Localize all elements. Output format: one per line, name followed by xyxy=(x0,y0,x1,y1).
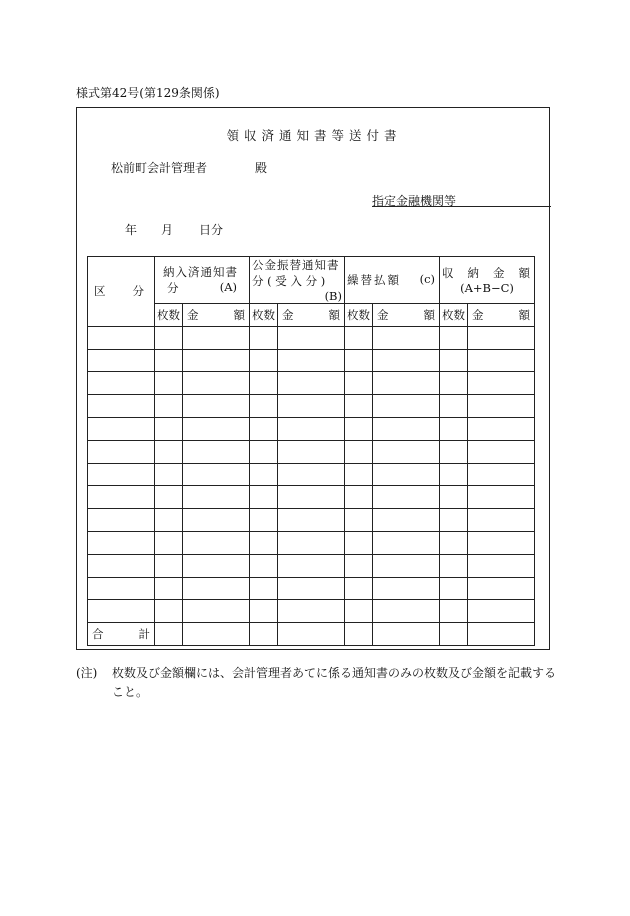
cell-category[interactable] xyxy=(88,440,155,463)
sub-count-d: 枚数 xyxy=(440,304,468,327)
total-amount-b[interactable] xyxy=(278,623,345,646)
group-header-collected-amount xyxy=(440,257,535,304)
total-label-char-2: 計 xyxy=(138,627,150,642)
cell-amount-d[interactable] xyxy=(468,417,535,440)
total-row xyxy=(88,623,535,646)
table-row xyxy=(88,531,535,554)
cell-amount-c[interactable] xyxy=(373,440,440,463)
cell-amount-a[interactable] xyxy=(183,372,250,395)
cell-amount-a[interactable] xyxy=(183,600,250,623)
cell-count-d[interactable] xyxy=(440,417,468,440)
cell-count-c[interactable] xyxy=(345,554,373,577)
cell-amount-a[interactable] xyxy=(183,531,250,554)
group-a-line2-left: 分 xyxy=(167,281,179,295)
table-row xyxy=(88,349,535,372)
sub-amount-char-1: 金 xyxy=(187,307,199,322)
cell-count-d[interactable] xyxy=(440,395,468,418)
document-title: 領収済通知書等送付書 xyxy=(226,128,402,143)
footnote-line1: 枚数及び金額欄には、会計管理者あてに係る通知書のみの枚数及び金額を記載する xyxy=(112,666,557,680)
cell-amount-a[interactable] xyxy=(183,326,250,349)
cell-count-b[interactable] xyxy=(250,395,278,418)
group-header-payment-notice xyxy=(155,257,250,304)
cell-count-d[interactable] xyxy=(440,440,468,463)
cell-amount-a[interactable] xyxy=(183,554,250,577)
category-header-char-2: 分 xyxy=(132,284,144,299)
cell-count-a[interactable] xyxy=(155,440,183,463)
cell-amount-d[interactable] xyxy=(468,486,535,509)
table-row xyxy=(88,395,535,418)
table-row xyxy=(88,486,535,509)
cell-count-b[interactable] xyxy=(250,600,278,623)
table-row xyxy=(88,509,535,532)
cell-amount-a[interactable] xyxy=(183,440,250,463)
cell-amount-b[interactable] xyxy=(278,417,345,440)
honorific: 殿 xyxy=(255,161,268,175)
cell-amount-d[interactable] xyxy=(468,531,535,554)
sub-amount-char-1: 金 xyxy=(472,307,484,322)
cell-amount-b[interactable] xyxy=(278,395,345,418)
cell-count-a[interactable] xyxy=(155,372,183,395)
cell-amount-b[interactable] xyxy=(278,372,345,395)
sub-amount-b xyxy=(278,304,345,327)
cell-amount-d[interactable] xyxy=(468,326,535,349)
cell-amount-d[interactable] xyxy=(468,463,535,486)
cell-count-b[interactable] xyxy=(250,326,278,349)
group-c-left: 繰替払額 xyxy=(347,273,401,287)
cell-amount-c[interactable] xyxy=(373,463,440,486)
cell-category[interactable] xyxy=(88,577,155,600)
cell-amount-d[interactable] xyxy=(468,509,535,532)
table-row xyxy=(88,554,535,577)
group-d-char-1: 収 xyxy=(442,266,454,280)
sub-amount-char-1: 金 xyxy=(377,307,389,322)
group-a-line1: 納入済通知書 xyxy=(163,265,238,279)
cell-amount-c[interactable] xyxy=(373,417,440,440)
group-b-line2: 分 ( 受 入 分 ) xyxy=(252,274,326,288)
cell-count-d[interactable] xyxy=(440,554,468,577)
cell-amount-c[interactable] xyxy=(373,372,440,395)
cell-amount-a[interactable] xyxy=(183,509,250,532)
table-row xyxy=(88,440,535,463)
cell-amount-c[interactable] xyxy=(373,554,440,577)
sub-amount-char-2: 額 xyxy=(233,307,245,322)
group-header-advance-payment xyxy=(345,257,440,304)
cell-amount-b[interactable] xyxy=(278,509,345,532)
group-b-line3: (B) xyxy=(324,289,342,303)
cell-count-c[interactable] xyxy=(345,600,373,623)
sub-amount-c xyxy=(373,304,440,327)
cell-count-d[interactable] xyxy=(440,600,468,623)
cell-category[interactable] xyxy=(88,349,155,372)
cell-count-b[interactable] xyxy=(250,417,278,440)
sub-count-b: 枚数 xyxy=(250,304,278,327)
cell-amount-c[interactable] xyxy=(373,531,440,554)
table-row xyxy=(88,600,535,623)
footnote-label: (注) xyxy=(76,666,98,680)
sub-amount-char-1: 金 xyxy=(282,307,294,322)
cell-category[interactable] xyxy=(88,372,155,395)
cell-amount-d[interactable] xyxy=(468,372,535,395)
table-row xyxy=(88,372,535,395)
cell-amount-b[interactable] xyxy=(278,463,345,486)
cell-category[interactable] xyxy=(88,486,155,509)
cell-amount-d[interactable] xyxy=(468,554,535,577)
table-row xyxy=(88,326,535,349)
table-row xyxy=(88,463,535,486)
cell-count-a[interactable] xyxy=(155,509,183,532)
cell-count-a[interactable] xyxy=(155,349,183,372)
date-year: 年 xyxy=(125,223,138,237)
category-header xyxy=(88,257,155,327)
cell-category[interactable] xyxy=(88,554,155,577)
group-b-line1: 公金振替通知書 xyxy=(252,258,340,272)
cell-count-c[interactable] xyxy=(345,417,373,440)
cell-count-a[interactable] xyxy=(155,395,183,418)
cell-count-d[interactable] xyxy=(440,463,468,486)
sub-amount-char-2: 額 xyxy=(518,307,530,322)
institution-label: 指定金融機関等 xyxy=(372,194,457,208)
cell-count-c[interactable] xyxy=(345,326,373,349)
cell-amount-a[interactable] xyxy=(183,463,250,486)
cell-amount-b[interactable] xyxy=(278,577,345,600)
cell-count-c[interactable] xyxy=(345,349,373,372)
cell-amount-c[interactable] xyxy=(373,600,440,623)
table-row xyxy=(88,577,535,600)
cell-count-d[interactable] xyxy=(440,326,468,349)
cell-count-b[interactable] xyxy=(250,372,278,395)
cell-count-c[interactable] xyxy=(345,440,373,463)
total-label xyxy=(88,623,155,646)
subheader-row xyxy=(88,304,535,327)
cell-amount-c[interactable] xyxy=(373,326,440,349)
cell-amount-c[interactable] xyxy=(373,486,440,509)
cell-count-c[interactable] xyxy=(345,531,373,554)
total-amount-c[interactable] xyxy=(373,623,440,646)
cell-count-d[interactable] xyxy=(440,577,468,600)
total-count-b[interactable] xyxy=(250,623,278,646)
cell-amount-a[interactable] xyxy=(183,486,250,509)
date-line xyxy=(125,221,223,238)
cell-count-d[interactable] xyxy=(440,486,468,509)
cell-amount-b[interactable] xyxy=(278,554,345,577)
cell-amount-c[interactable] xyxy=(373,395,440,418)
form-number-label: 様式第42号(第129条関係) xyxy=(76,86,220,100)
cell-count-b[interactable] xyxy=(250,349,278,372)
cell-count-c[interactable] xyxy=(345,463,373,486)
cell-count-c[interactable] xyxy=(345,577,373,600)
cell-count-a[interactable] xyxy=(155,463,183,486)
cell-category[interactable] xyxy=(88,463,155,486)
sub-count-c: 枚数 xyxy=(345,304,373,327)
cell-amount-b[interactable] xyxy=(278,440,345,463)
cell-category[interactable] xyxy=(88,509,155,532)
date-day: 日分 xyxy=(199,223,224,237)
cell-count-c[interactable] xyxy=(345,486,373,509)
cell-amount-c[interactable] xyxy=(373,577,440,600)
cell-count-d[interactable] xyxy=(440,531,468,554)
total-label-char-1: 合 xyxy=(92,627,104,642)
cell-category[interactable] xyxy=(88,600,155,623)
cell-count-c[interactable] xyxy=(345,395,373,418)
cell-count-a[interactable] xyxy=(155,486,183,509)
cell-count-d[interactable] xyxy=(440,372,468,395)
cell-count-b[interactable] xyxy=(250,486,278,509)
ledger-table xyxy=(87,256,535,646)
cell-count-d[interactable] xyxy=(440,349,468,372)
cell-amount-b[interactable] xyxy=(278,486,345,509)
addressee: 松前町会計管理者 xyxy=(111,161,208,175)
cell-count-c[interactable] xyxy=(345,509,373,532)
group-d-char-4: 額 xyxy=(518,266,530,280)
total-count-a[interactable] xyxy=(155,623,183,646)
cell-category[interactable] xyxy=(88,531,155,554)
cell-amount-a[interactable] xyxy=(183,417,250,440)
total-count-d[interactable] xyxy=(440,623,468,646)
category-header-char-1: 区 xyxy=(94,284,106,299)
cell-amount-d[interactable] xyxy=(468,395,535,418)
cell-count-b[interactable] xyxy=(250,531,278,554)
total-count-c[interactable] xyxy=(345,623,373,646)
cell-amount-c[interactable] xyxy=(373,509,440,532)
cell-amount-b[interactable] xyxy=(278,326,345,349)
cell-count-a[interactable] xyxy=(155,600,183,623)
group-a-line2-right: (A) xyxy=(219,280,237,294)
group-d-char-2: 納 xyxy=(467,266,479,280)
sub-amount-a xyxy=(183,304,250,327)
cell-count-d[interactable] xyxy=(440,509,468,532)
group-d-line2: (A+B−C) xyxy=(460,281,514,295)
institution-underline xyxy=(372,206,551,207)
group-d-char-3: 金 xyxy=(493,266,505,280)
cell-count-a[interactable] xyxy=(155,417,183,440)
cell-count-a[interactable] xyxy=(155,326,183,349)
cell-amount-b[interactable] xyxy=(278,349,345,372)
cell-category[interactable] xyxy=(88,326,155,349)
cell-count-b[interactable] xyxy=(250,554,278,577)
form-frame xyxy=(76,107,550,650)
group-header-transfer-notice xyxy=(250,257,345,304)
cell-amount-d[interactable] xyxy=(468,349,535,372)
cell-count-b[interactable] xyxy=(250,509,278,532)
cell-amount-c[interactable] xyxy=(373,349,440,372)
cell-amount-b[interactable] xyxy=(278,600,345,623)
date-month: 月 xyxy=(161,223,174,237)
cell-count-b[interactable] xyxy=(250,463,278,486)
footnote xyxy=(76,664,556,702)
table-row xyxy=(88,417,535,440)
sub-count-a: 枚数 xyxy=(155,304,183,327)
cell-count-a[interactable] xyxy=(155,554,183,577)
cell-amount-d[interactable] xyxy=(468,440,535,463)
group-c-right: (c) xyxy=(419,272,435,286)
cell-count-a[interactable] xyxy=(155,577,183,600)
cell-amount-d[interactable] xyxy=(468,600,535,623)
cell-count-b[interactable] xyxy=(250,577,278,600)
cell-amount-b[interactable] xyxy=(278,531,345,554)
footnote-line2: こと。 xyxy=(112,685,149,699)
cell-category[interactable] xyxy=(88,395,155,418)
cell-count-c[interactable] xyxy=(345,372,373,395)
sub-amount-char-2: 額 xyxy=(423,307,435,322)
cell-count-a[interactable] xyxy=(155,531,183,554)
cell-amount-a[interactable] xyxy=(183,349,250,372)
cell-category[interactable] xyxy=(88,417,155,440)
sub-amount-char-2: 額 xyxy=(328,307,340,322)
cell-amount-a[interactable] xyxy=(183,577,250,600)
cell-count-b[interactable] xyxy=(250,440,278,463)
total-amount-d[interactable] xyxy=(468,623,535,646)
cell-amount-d[interactable] xyxy=(468,577,535,600)
total-amount-a[interactable] xyxy=(183,623,250,646)
cell-amount-a[interactable] xyxy=(183,395,250,418)
sub-amount-d xyxy=(468,304,535,327)
